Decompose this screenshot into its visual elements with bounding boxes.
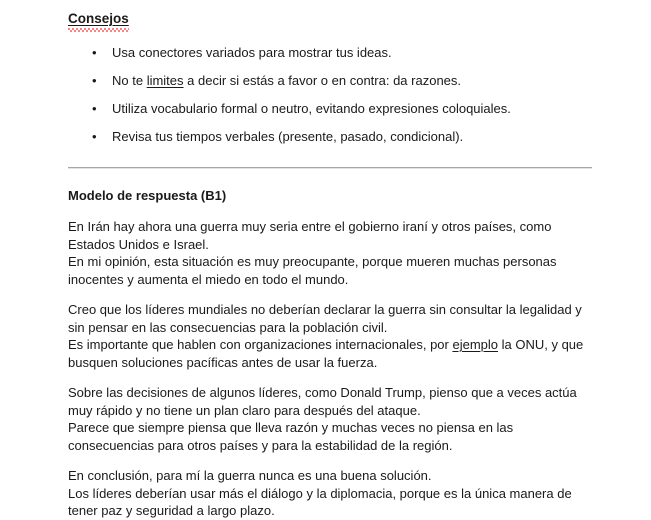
text-run: En conclusión, para mí la guerra nunca es una buena solución.: [68, 468, 432, 483]
list-item: [68, 45, 592, 61]
model-answer-body: [68, 218, 592, 520]
answer-line: [68, 336, 592, 371]
bullet-icon: •: [92, 73, 97, 88]
text-run: la ONU, y que busquen soluciones pacíficas antes de usar la fuerza.: [68, 337, 584, 370]
answer-line: [68, 253, 592, 288]
list-item-text: [112, 129, 463, 144]
underlined-term: ejemplo: [452, 337, 498, 352]
text-run: En mi opinión, esta situación es muy preocupante, porque mueren muchas personas inocentes y aumenta el miedo en todo el mundo.: [68, 254, 557, 287]
answer-line: [68, 467, 592, 485]
list-item-text: [112, 101, 511, 116]
answer-line: [68, 218, 592, 253]
answer-paragraph: [68, 301, 592, 371]
section-divider: [68, 167, 592, 169]
answer-line: [68, 419, 592, 454]
underlined-term: limites: [146, 73, 184, 88]
tips-section-heading: Consejos: [68, 10, 129, 29]
text-run: Es importante que hablen con organizaciones internacionales, por: [68, 337, 453, 352]
bullet-icon: •: [92, 45, 97, 60]
answer-paragraph: [68, 218, 592, 288]
text-run: Utiliza vocabulario formal o neutro, evitando expresiones coloquiales.: [112, 101, 511, 116]
text-run: En Irán hay ahora una guerra muy seria entre el gobierno iraní y otros países, como Estados Unidos e Israel.: [68, 219, 552, 252]
text-run: Parece que siempre piensa que lleva razón y muchas veces no piensa en las consecuencias para otros países y para la estabilidad de la región.: [68, 420, 514, 453]
text-run: Los líderes deberían usar más el diálogo y la diplomacia, porque es la única manera de tener paz y seguridad a largo plazo.: [68, 485, 572, 518]
answer-line: [68, 485, 592, 520]
text-run: No te: [112, 73, 147, 88]
text-run: Creo que los líderes mundiales no deberían declarar la guerra sin consultar la legalidad y sin pensar en las consecuencias para la población civil.: [68, 302, 582, 335]
bullet-icon: •: [92, 101, 97, 116]
list-item: [68, 101, 592, 117]
text-run: a decir si estás a favor o en contra: da razones.: [183, 73, 462, 88]
document-content: [68, 10, 592, 520]
list-item-text: [112, 45, 392, 60]
answer-paragraph: [68, 467, 592, 520]
tips-bullet-list: [68, 45, 592, 145]
text-run: Sobre las decisiones de algunos líderes, como Donald Trump, pienso que a veces actúa muy rápido y no tiene un plan claro para después del ataque.: [68, 385, 577, 418]
answer-line: [68, 384, 592, 419]
bullet-icon: •: [92, 129, 97, 144]
list-item: [68, 73, 592, 89]
model-answer-heading: Modelo de respuesta (B1): [68, 188, 227, 203]
list-item: [68, 129, 592, 145]
answer-line: [68, 301, 592, 336]
list-item-text: [112, 73, 461, 88]
text-run: Usa conectores variados para mostrar tus ideas.: [112, 45, 392, 60]
answer-paragraph: [68, 384, 592, 454]
text-run: Revisa tus tiempos verbales (presente, pasado, condicional).: [112, 129, 464, 144]
